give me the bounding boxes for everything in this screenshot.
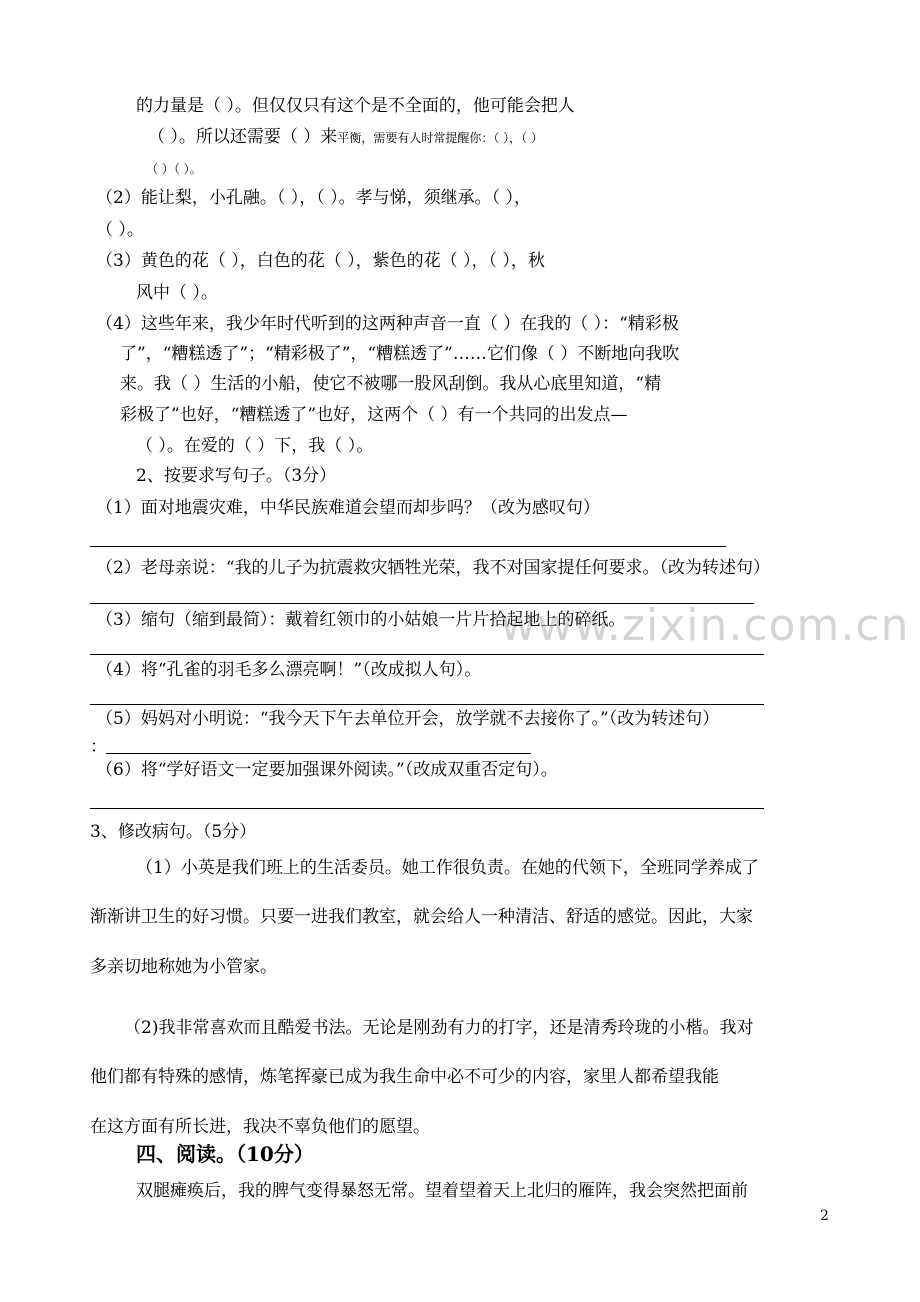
- sick-sentence-1-line-1: （1）小英是我们班上的生活委员。她工作很负责。在她的代领下，全班同学养成了: [136, 858, 759, 878]
- question-5: （5）妈妈对小明说：“我今天下午去单位开会，放学就不去接你了。”（改为转述句）: [96, 709, 720, 729]
- fill-line-2-main: （ ）。所以还需要（ ）来: [148, 127, 338, 147]
- fill-line-1: 的力量是（ ）。但仅仅只有这个是不全面的，他可能会把人: [136, 96, 575, 116]
- question-6: （6）将“学好语文一定要加强课外阅读。”（改成双重否定句）。: [96, 760, 558, 780]
- sick-sentence-2-line-2: 他们都有特殊的感情，炼笔挥豪已成为我生命中必不可少的内容，家里人都希望我能: [90, 1067, 719, 1087]
- answer-line-2: [90, 603, 754, 604]
- sick-sentence-1-line-2: 渐渐讲卫生的好习惯。只要一进我们教室，就会给人一种清洁、舒适的感觉。因此，大家: [90, 907, 753, 927]
- section-3-heading: 3、修改病句。（5分）: [90, 822, 257, 842]
- answer-line-3: [90, 654, 764, 655]
- fill-line-4: （2）能让梨，小孔融。（ ），（ ）。孝与悌，须继承。（ ），: [96, 188, 532, 208]
- answer-line-6: [90, 808, 764, 809]
- answer-line-1: [90, 546, 726, 547]
- watermark: www.zixin.com.cn: [500, 600, 910, 651]
- question-2: （2）老母亲说：“我的儿子为抗震救灾牺牲光荣，我不对国家提任何要求。（改为转述句）: [96, 558, 771, 578]
- reading-line-1: 双腿瘫痪后，我的脾气变得暴怒无常。望着望着天上北归的雁阵，我会突然把面前: [136, 1181, 748, 1201]
- answer-line-5: [106, 753, 531, 754]
- sick-sentence-2-line-1: （2)我非常喜欢而且酷爱书法。无论是刚劲有力的打字，还是清秀玲珑的小楷。我对: [124, 1018, 754, 1038]
- fill-line-10: 来。我（ ）生活的小船，使它不被哪一股风刮倒。我从心底里知道，“精: [120, 374, 662, 394]
- question-5-colon: ：: [90, 737, 107, 757]
- question-4: （4）将“孔雀的羽毛多么漂亮啊！”（改成拟人句）。: [96, 660, 482, 680]
- fill-line-9: 了”，“糟糕透了”；“精彩极了”，“糟糕透了”……它们像（ ）不断地向我吹: [120, 344, 680, 364]
- section-2-heading: 2、按要求写句子。（3分）: [136, 466, 337, 486]
- fill-line-2-small: 平衡，需要有人时常提醒你：（ ），（ ）: [337, 131, 543, 145]
- question-3: （3）缩句（缩到最简）：戴着红领巾的小姑娘一片片拾起地上的碎纸。: [96, 610, 626, 630]
- fill-line-3: （ ）（ ）。: [146, 162, 202, 176]
- fill-line-11: 彩极了”也好，“糟糕透了”也好，这两个（ ）有一个共同的出发点—: [120, 405, 628, 425]
- fill-line-12: （ ）。在爱的（ ）下，我（ ）。: [136, 436, 374, 456]
- page-number: 2: [820, 1208, 829, 1224]
- section-4-heading: 四、阅读。（10分）: [136, 1142, 314, 1166]
- sick-sentence-1-line-3: 多亲切地称她为小管家。: [90, 957, 277, 977]
- fill-line-5: （ ）。: [96, 220, 144, 240]
- sick-sentence-2-line-3: 在这方面有所长进，我决不辜负他们的愿望。: [90, 1117, 430, 1137]
- question-1: （1）面对地震灾难，中华民族难道会望而却步吗？（改为感叹句）: [96, 498, 600, 518]
- fill-line-8: （4）这些年来，我少年时代听到的这两种声音一直（ ）在我的（ ）：“精彩极: [96, 314, 679, 334]
- fill-line-7: 风中（ ）。: [136, 283, 218, 303]
- fill-line-6: （3）黄色的花（ ），白色的花（ ），紫色的花（ ），（ ），秋: [96, 251, 545, 271]
- fill-line-2: [148, 126, 543, 149]
- answer-line-4: [90, 704, 764, 705]
